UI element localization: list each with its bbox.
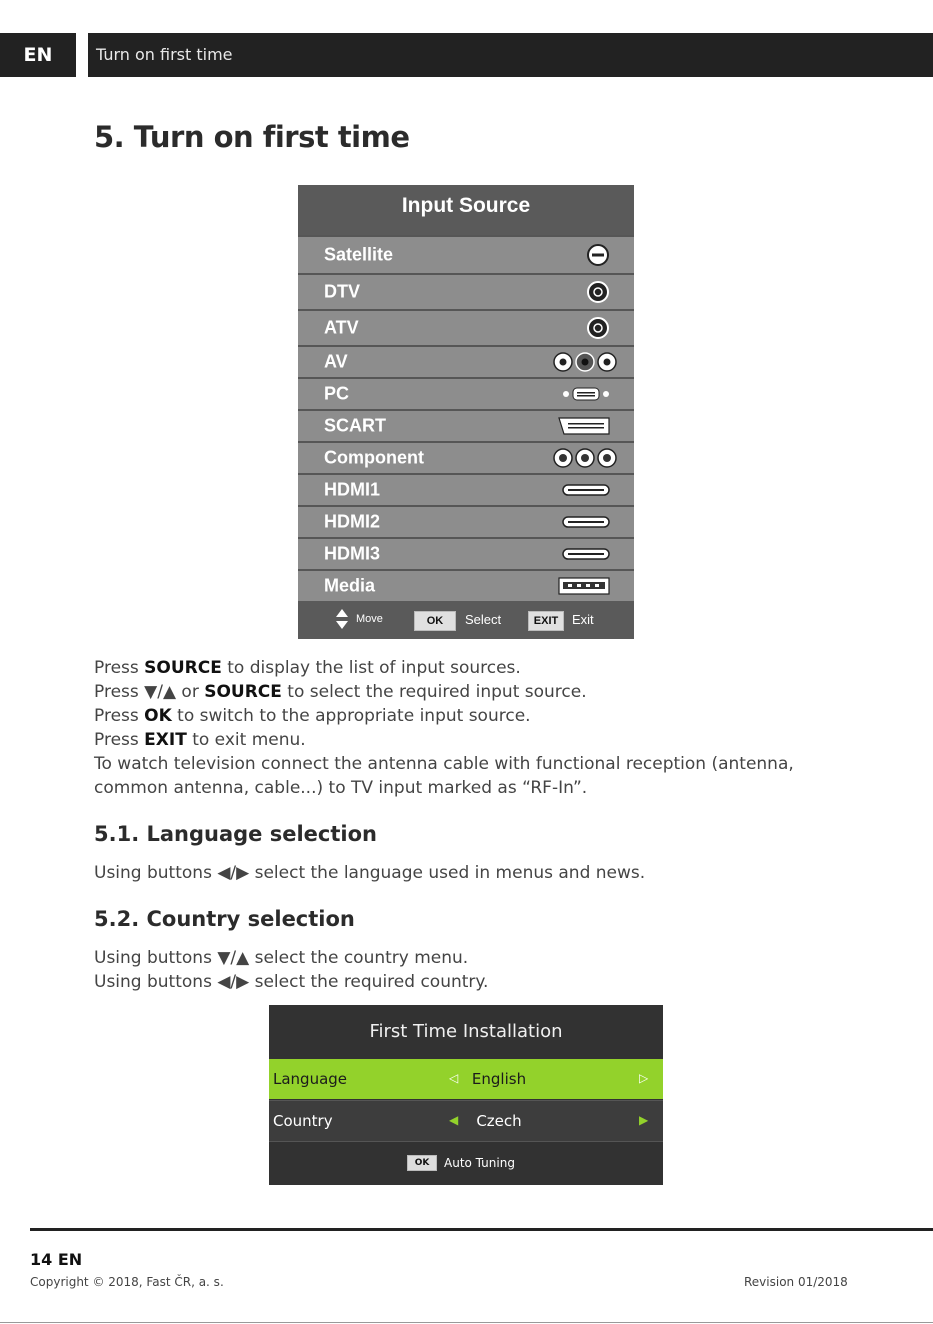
source-item-dtv[interactable]: DTV bbox=[298, 275, 634, 309]
country-section-text-1: Using buttons ▼/▲ select the country menu. bbox=[94, 948, 469, 968]
source-item-hdmi2[interactable]: HDMI2 bbox=[298, 507, 634, 537]
left-arrow-icon[interactable]: ◀ bbox=[449, 1113, 459, 1127]
hdmi-connector-icon bbox=[562, 484, 610, 496]
auto-tuning-label: Auto Tuning bbox=[444, 1156, 515, 1170]
language-section-text: Using buttons ◀/▶ select the language used in menus and news. bbox=[94, 863, 646, 883]
revision: Revision 01/2018 bbox=[744, 1275, 848, 1289]
source-item-pc[interactable]: PC bbox=[298, 379, 634, 409]
source-menu-footer bbox=[298, 601, 634, 639]
right-arrow-icon[interactable]: ▶ bbox=[639, 1113, 649, 1127]
satellite-connector-icon bbox=[586, 243, 610, 267]
instruction-line-1: Press SOURCE to display the list of input sources. bbox=[94, 658, 521, 678]
ok-key[interactable]: OK bbox=[414, 611, 456, 631]
country-label: Country bbox=[273, 1112, 333, 1130]
rca-connectors-icon bbox=[552, 350, 618, 374]
source-item-hdmi1[interactable]: HDMI1 bbox=[298, 475, 634, 505]
source-item-component[interactable]: Component bbox=[298, 443, 634, 473]
country-section-text-2: Using buttons ◀/▶ select the required country. bbox=[94, 972, 489, 992]
page-title: 5. Turn on first time bbox=[94, 120, 410, 154]
left-arrow-icon[interactable]: ◁ bbox=[449, 1071, 459, 1085]
source-item-media[interactable]: Media bbox=[298, 571, 634, 601]
bottom-line bbox=[0, 1322, 933, 1323]
language-section-title: 5.1. Language selection bbox=[94, 822, 377, 846]
fti-title: First Time Installation bbox=[369, 1021, 563, 1042]
move-label: Move bbox=[356, 613, 383, 625]
language-row[interactable] bbox=[269, 1059, 663, 1099]
right-arrow-icon[interactable]: ▷ bbox=[639, 1071, 649, 1085]
page-number: 14 EN bbox=[30, 1250, 83, 1269]
source-item-atv[interactable]: ATV bbox=[298, 311, 634, 345]
component-connectors-icon bbox=[552, 446, 618, 470]
language-label: Language bbox=[273, 1070, 348, 1088]
hdmi-connector-icon bbox=[562, 516, 610, 528]
first-time-installation-menu bbox=[269, 1005, 663, 1185]
page-header bbox=[0, 33, 933, 77]
exit-label: Exit bbox=[572, 612, 594, 627]
source-item-satellite[interactable]: Satellite bbox=[298, 237, 634, 273]
instruction-line-6: common antenna, cable...) to TV input marked as “RF-In”. bbox=[94, 778, 588, 798]
usb-connector-icon bbox=[558, 577, 610, 595]
language-tag: EN bbox=[0, 33, 76, 77]
country-value: Czech bbox=[476, 1112, 522, 1130]
ok-key[interactable]: OK bbox=[407, 1155, 437, 1171]
fti-footer bbox=[269, 1145, 663, 1185]
copyright: Copyright © 2018, Fast ČR, a. s. bbox=[30, 1275, 224, 1289]
language-value: English bbox=[471, 1070, 527, 1088]
source-item-scart[interactable]: SCART bbox=[298, 411, 634, 441]
instruction-line-2: Press ▼/▲ or SOURCE to select the required input source. bbox=[94, 682, 587, 702]
instruction-line-3: Press OK to switch to the appropriate input source. bbox=[94, 706, 531, 726]
footer-rule bbox=[30, 1228, 933, 1231]
coax-connector-icon bbox=[586, 280, 610, 304]
hdmi-connector-icon bbox=[562, 548, 610, 560]
source-item-av[interactable]: AV bbox=[298, 347, 634, 377]
source-item-hdmi3[interactable]: HDMI3 bbox=[298, 539, 634, 569]
instruction-line-5: To watch television connect the antenna cable with functional reception (antenna, bbox=[94, 754, 794, 774]
country-section-title: 5.2. Country selection bbox=[94, 907, 355, 931]
vga-connector-icon bbox=[562, 386, 610, 402]
select-label: Select bbox=[465, 612, 502, 627]
exit-key[interactable]: EXIT bbox=[528, 611, 564, 631]
input-source-title: Input Source bbox=[298, 185, 634, 235]
section-bar: Turn on first time bbox=[88, 33, 933, 77]
coax-connector-icon bbox=[586, 316, 610, 340]
up-down-arrows-icon bbox=[336, 609, 348, 629]
input-source-menu bbox=[298, 185, 634, 639]
instruction-line-4: Press EXIT to exit menu. bbox=[94, 730, 306, 750]
country-row[interactable] bbox=[269, 1100, 663, 1142]
scart-connector-icon bbox=[558, 417, 610, 435]
